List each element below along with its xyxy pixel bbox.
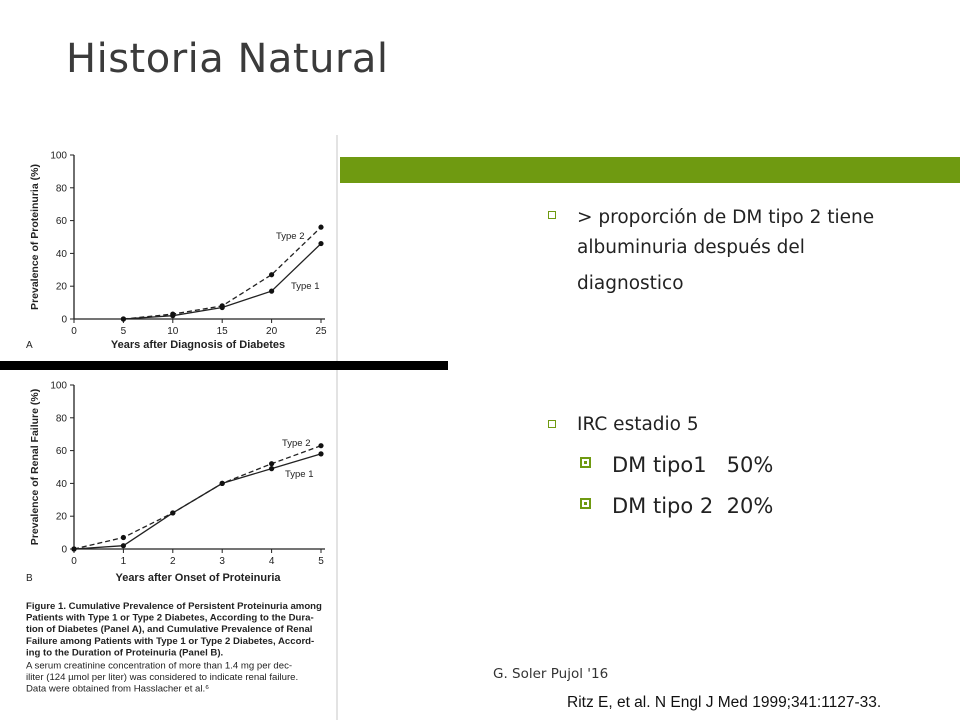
chart-panel-b bbox=[26, 381, 325, 585]
bullet-item-1 bbox=[548, 203, 948, 299]
data-point bbox=[269, 466, 274, 471]
data-point bbox=[121, 535, 126, 540]
data-point bbox=[170, 313, 175, 318]
x-tick-label: 0 bbox=[71, 556, 77, 567]
x-tick-label: 15 bbox=[216, 326, 228, 337]
x-axis-label: Years after Onset of Proteinuria bbox=[115, 572, 281, 584]
sub-bullet-item-1 bbox=[580, 451, 773, 479]
square-bullet-icon bbox=[548, 420, 556, 428]
bullet-continuation: diagnostico bbox=[577, 273, 684, 294]
bullet-text: IRC estadio 5 bbox=[577, 414, 699, 435]
caption-line: Failure among Patients with Type 1 or Type 2 Diabetes, Accord- bbox=[26, 635, 315, 647]
data-point bbox=[121, 543, 126, 548]
y-tick-label: 40 bbox=[55, 478, 67, 490]
y-tick-label: 100 bbox=[50, 380, 67, 392]
series-line-type-2 bbox=[74, 446, 321, 549]
y-tick-label: 0 bbox=[61, 544, 67, 556]
panel-letter: A bbox=[26, 340, 33, 351]
series-label: Type 2 bbox=[276, 231, 305, 242]
y-tick-label: 0 bbox=[61, 314, 67, 326]
data-point bbox=[121, 316, 126, 321]
data-point bbox=[220, 305, 225, 310]
filled-square-bullet-icon bbox=[580, 457, 591, 468]
data-point bbox=[318, 451, 323, 456]
x-axis-label: Years after Diagnosis of Diabetes bbox=[110, 339, 286, 351]
series-label: Type 1 bbox=[285, 469, 314, 480]
sub-bullet-text: DM tipo1 50% bbox=[612, 453, 774, 477]
bullet-item-2 bbox=[548, 412, 699, 438]
y-axis-label: Prevalence of Proteinuria (%) bbox=[29, 164, 41, 310]
sub-bullet-text: DM tipo 2 20% bbox=[612, 494, 774, 518]
x-tick-label: 25 bbox=[315, 326, 327, 337]
x-tick-label: 2 bbox=[170, 556, 176, 567]
sub-bullet-item-2 bbox=[580, 492, 773, 520]
x-tick-label: 5 bbox=[318, 556, 324, 567]
data-point bbox=[220, 481, 225, 486]
citation: Ritz E, et al. N Engl J Med 1999;341:1127-33. bbox=[567, 694, 882, 711]
series-label: Type 2 bbox=[282, 438, 311, 449]
figure-panels bbox=[0, 135, 340, 720]
data-point bbox=[269, 272, 274, 277]
data-point bbox=[170, 510, 175, 515]
figure-caption bbox=[26, 601, 322, 695]
caption-line: iliter (124 µmol per liter) was considered to indicate renal failure. bbox=[26, 672, 299, 683]
y-tick-label: 20 bbox=[55, 281, 67, 293]
filled-square-bullet-icon bbox=[580, 498, 591, 509]
series-label: Type 1 bbox=[291, 281, 320, 292]
y-axis-label: Prevalence of Renal Failure (%) bbox=[29, 388, 41, 546]
x-tick-label: 3 bbox=[219, 556, 225, 567]
data-point bbox=[318, 443, 323, 448]
y-tick-label: 20 bbox=[55, 511, 67, 523]
data-point bbox=[318, 225, 323, 230]
series-line-type-1 bbox=[74, 454, 321, 549]
caption-line: Figure 1. Cumulative Prevalence of Persistent Proteinuria among bbox=[26, 601, 322, 612]
slide-title: Historia Natural bbox=[66, 36, 389, 82]
x-tick-label: 5 bbox=[120, 326, 127, 337]
y-tick-label: 100 bbox=[50, 150, 67, 162]
data-point bbox=[71, 546, 76, 551]
caption-line: ing to the Duration of Proteinuria (Panel B). bbox=[26, 647, 224, 659]
y-tick-label: 60 bbox=[55, 446, 67, 458]
y-tick-label: 80 bbox=[55, 413, 67, 425]
x-tick-label: 20 bbox=[266, 326, 278, 337]
caption-line: Data were obtained from Hasslacher et al.⁶ bbox=[26, 683, 210, 695]
accent-bar bbox=[340, 157, 960, 183]
author-footer: G. Soler Pujol '16 bbox=[493, 666, 609, 682]
bullet-text: > proporción de DM tipo 2 tiene albuminuria después del bbox=[577, 207, 875, 258]
caption-line: A serum creatinine concentration of more than 1.4 mg per dec- bbox=[26, 660, 293, 672]
x-tick-label: 4 bbox=[268, 556, 275, 567]
y-tick-label: 80 bbox=[55, 183, 67, 195]
data-point bbox=[269, 289, 274, 294]
data-point bbox=[269, 461, 274, 466]
y-tick-label: 60 bbox=[55, 216, 67, 228]
x-tick-label: 0 bbox=[71, 326, 77, 337]
chart-panel-a bbox=[26, 151, 327, 352]
y-tick-label: 40 bbox=[55, 248, 67, 260]
square-bullet-icon bbox=[548, 211, 556, 219]
divider-bar bbox=[0, 361, 448, 370]
data-point bbox=[318, 241, 323, 246]
caption-line: Patients with Type 1 or Type 2 Diabetes, According to the Dura- bbox=[26, 612, 314, 624]
x-tick-label: 1 bbox=[120, 556, 127, 567]
caption-line: tion of Diabetes (Panel A), and Cumulative Prevalence of Renal bbox=[26, 624, 313, 636]
x-tick-label: 10 bbox=[167, 326, 179, 337]
panel-letter: B bbox=[26, 573, 33, 584]
